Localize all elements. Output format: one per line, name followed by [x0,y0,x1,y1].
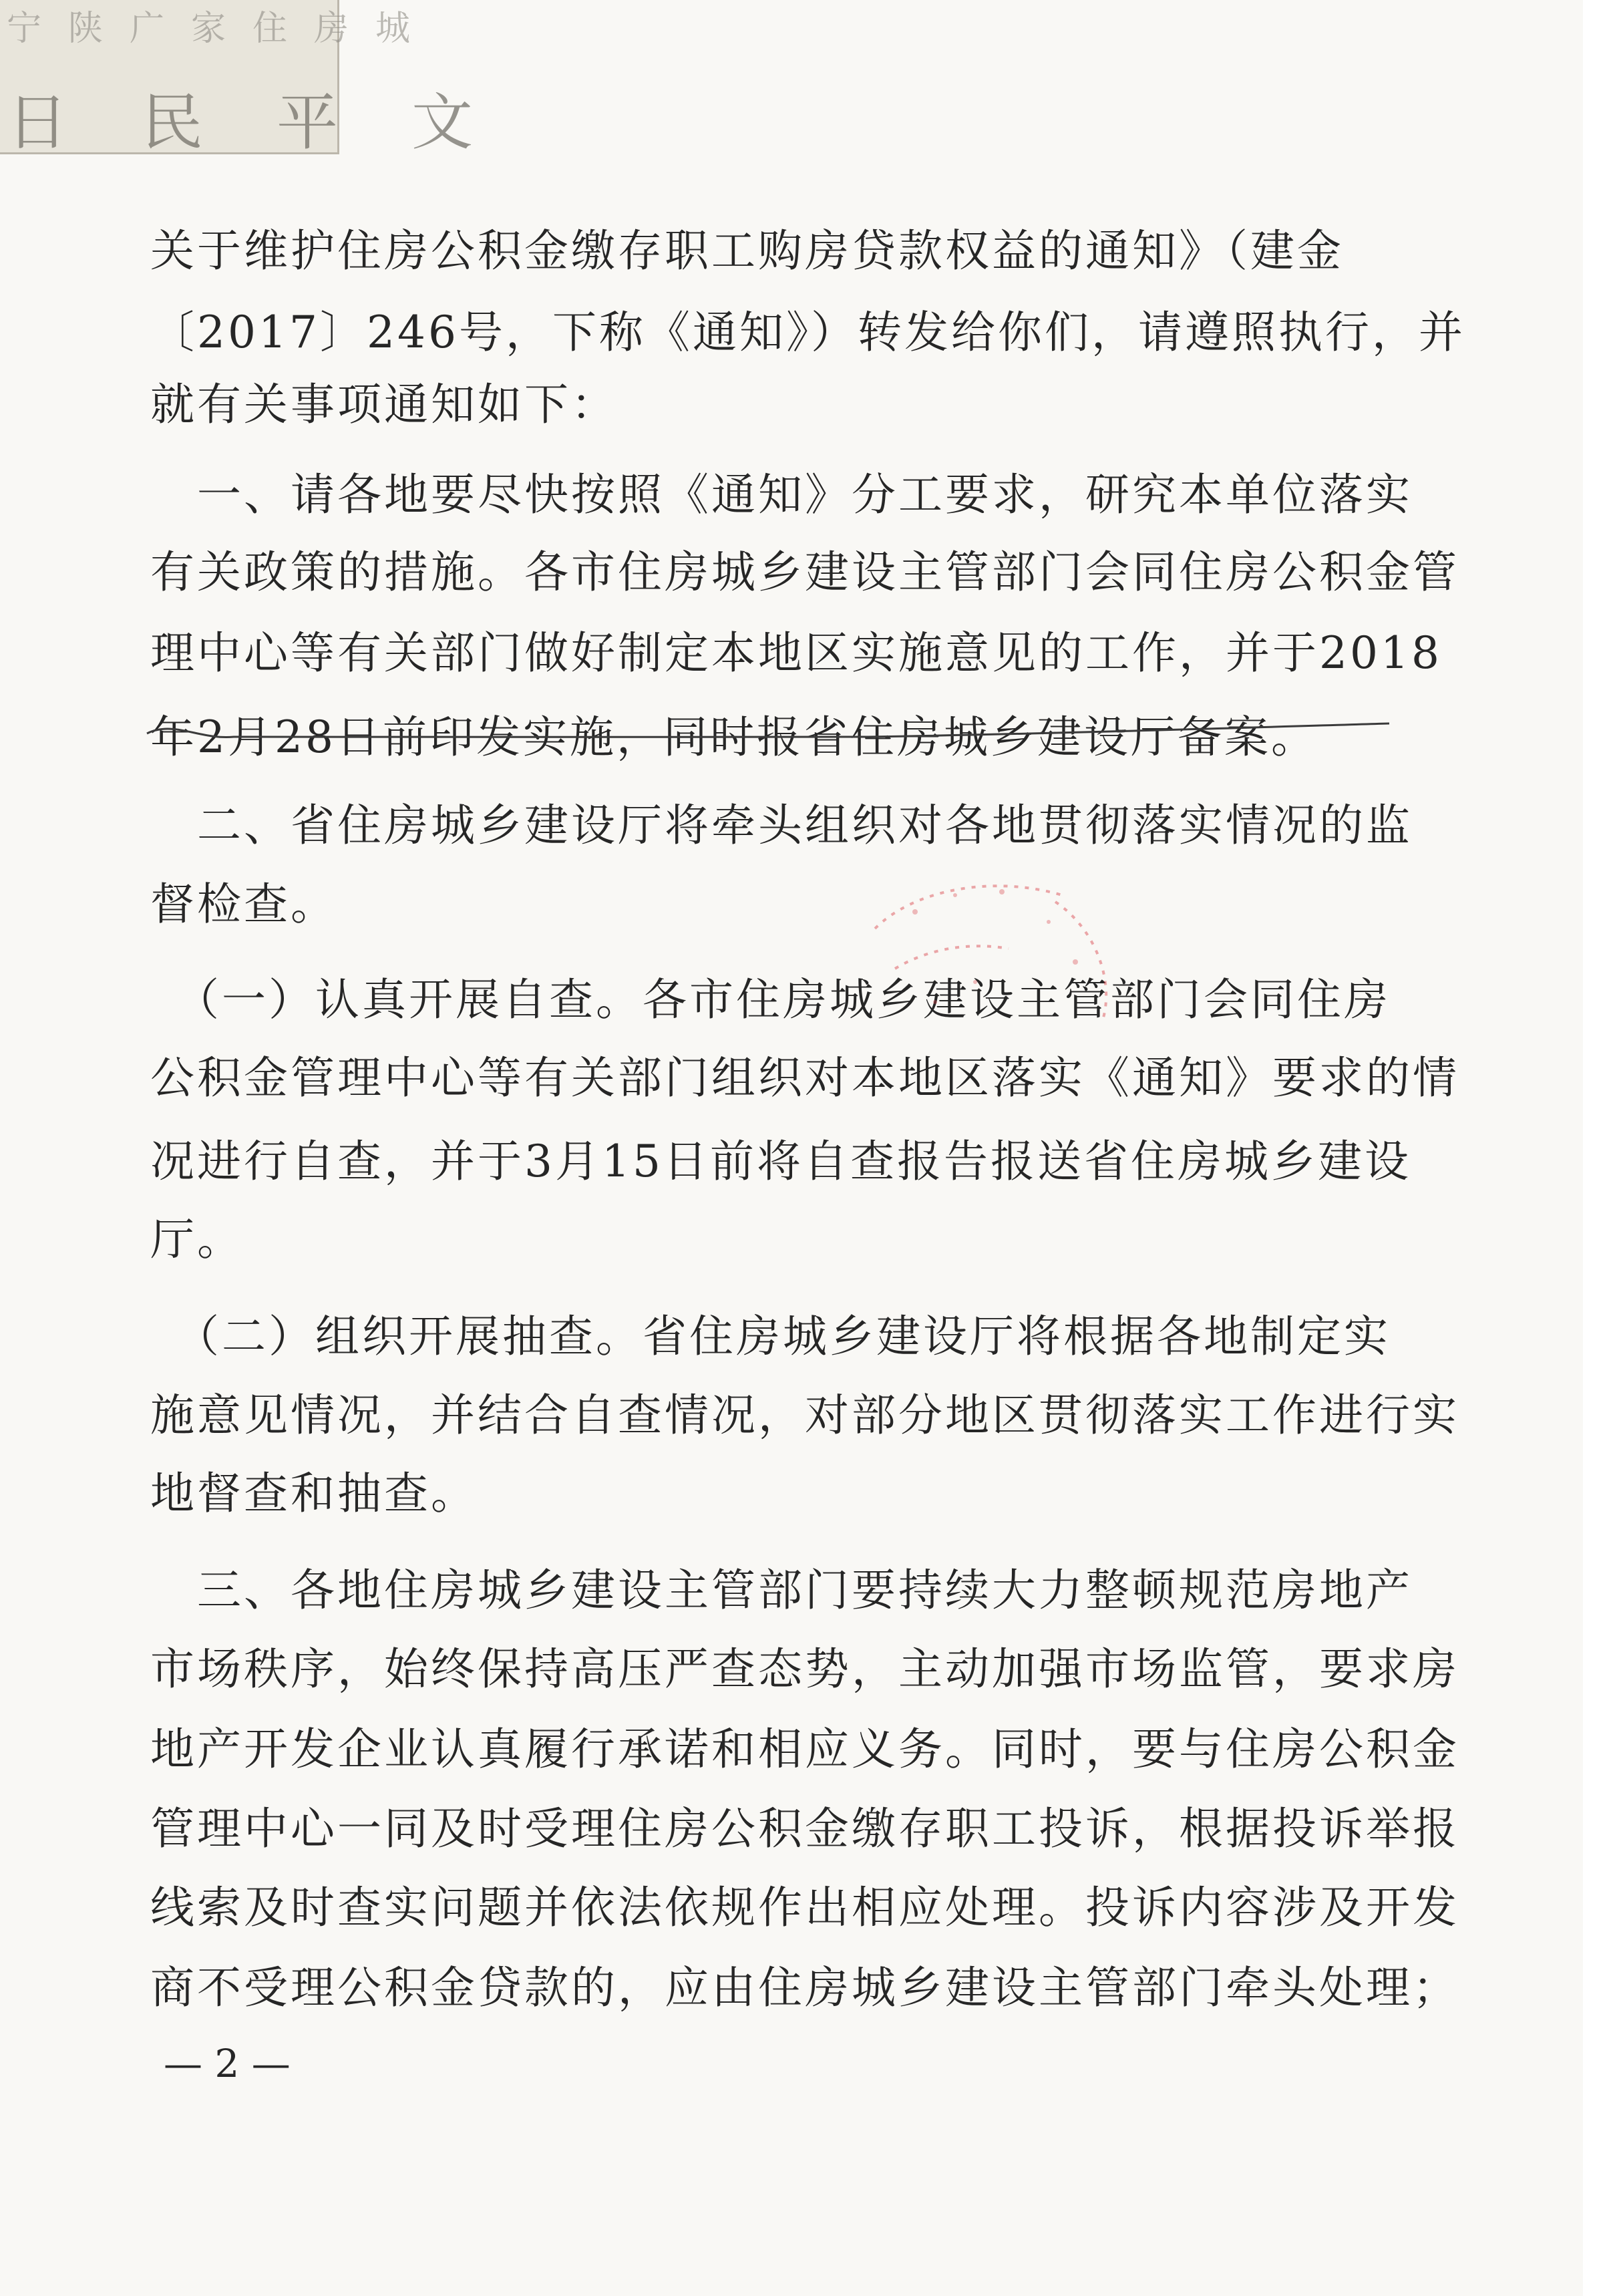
text-line: 关于维护住房公积金缴存职工购房贷款权益的通知》（建金 [150,225,1344,277]
text-line: 市场秩序，始终保持高压严查态势，主动加强市场监管，要求房 [150,1643,1459,1695]
header-scrap-row1: 宁陕广家住房城 [7,9,437,49]
text-line: 理中心等有关部门做好制定本地区实施意见的工作，并于2018 [150,627,1442,679]
text-line: 〔2017〕246号，下称《通知》）转发给你们，请遵照执行，并 [150,307,1465,358]
text-line: 厅。 [150,1214,244,1265]
scan-margin [1583,0,1609,2296]
text-line: 地督查和抽查。 [150,1468,478,1519]
text-line: （二）组织开展抽查。省住房城乡建设厅将根据各地制定实 [150,1311,1391,1362]
page-number: — 2 — [164,2041,291,2086]
text-line: 有关政策的措施。各市住房城乡建设主管部门会同住房公积金管 [150,546,1459,598]
text-line: 年2月28日前印发实施，同时报省住房城乡建设厅备案。 [150,711,1318,763]
text-line: 三、各地住房城乡建设主管部门要持续大力整顿规范房地产 [150,1565,1413,1616]
handwritten-underline [134,697,1403,750]
text-line: 施意见情况，并结合自查情况，对部分地区贯彻落实工作进行实 [150,1389,1459,1441]
text-line: 公积金管理中心等有关部门组织对本地区落实《通知》要求的情 [150,1052,1459,1104]
text-line: 一、请各地要尽快按照《通知》分工要求，研究本单位落实 [150,469,1413,520]
text-line: 况进行自查，并于3月15日前将自查报告报送省住房城乡建设 [150,1136,1411,1187]
text-line: 管理中心一同及时受理住房公积金缴存职工投诉，根据投诉举报 [150,1803,1459,1854]
text-line: 商不受理公积金贷款的，应由住房城乡建设主管部门牵头处理； [150,1962,1459,2013]
text-line: 督检查。 [150,878,337,930]
red-seal-stamp [835,848,1149,1089]
header-scrap-row2: 日民平文 [7,87,547,158]
text-line: 线索及时查实问题并依法依规作出相应处理。投诉内容涉及开发 [150,1882,1459,1933]
text-line: 就有关事项通知如下： [150,379,618,430]
text-line: （一）认真开展自查。各市住房城乡建设主管部门会同住房 [150,974,1391,1025]
header-stamp-scrap [0,0,547,158]
text-line: 二、省住房城乡建设厅将牵头组织对各地贯彻落实情况的监 [150,800,1413,851]
text-line: 地产开发企业认真履行承诺和相应义务。同时，要与住房公积金 [150,1724,1459,1775]
